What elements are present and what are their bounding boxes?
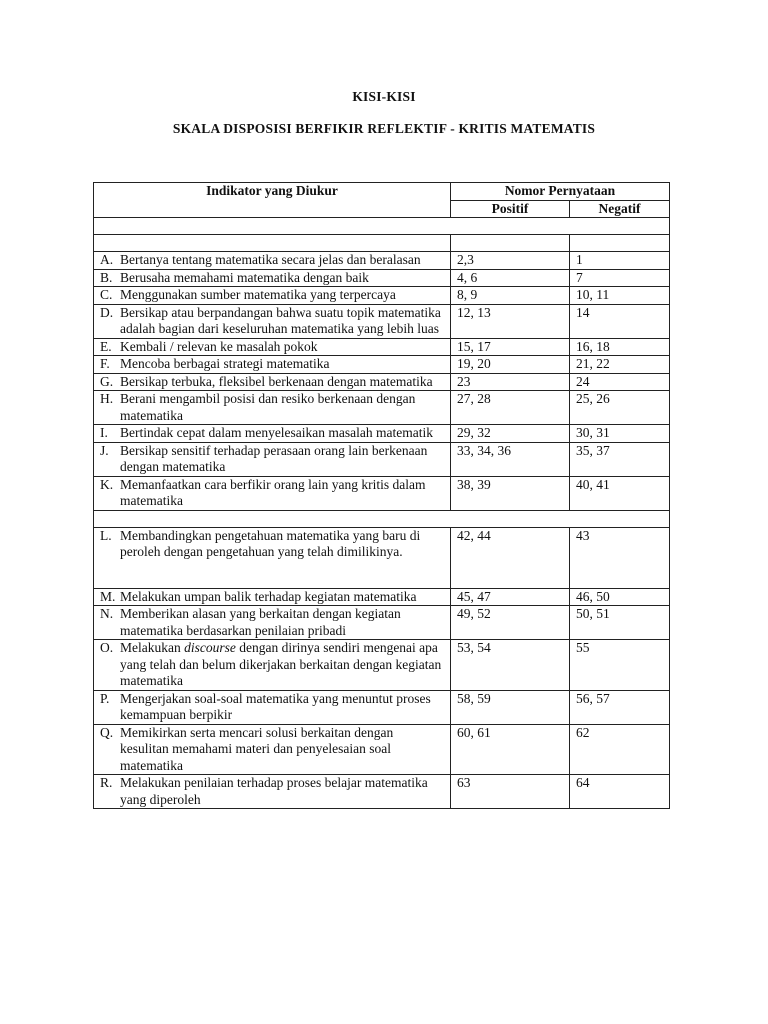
negatif-cell: 46, 50	[570, 588, 670, 606]
indicator-cell	[94, 606, 451, 640]
indicator-cell	[94, 304, 451, 338]
indicator-letter: E.	[100, 338, 112, 354]
indicator-text: Melakukan umpan balik terhadap kegiatan matematika	[120, 588, 417, 604]
indicator-letter: A.	[100, 252, 114, 267]
table-row	[94, 391, 670, 425]
indicator-text: Melakukan penilaian terhadap proses belajar matematika yang diperoleh	[120, 775, 428, 807]
indicator-table	[93, 182, 670, 809]
positif-cell: 23	[451, 373, 570, 391]
table-row	[94, 640, 670, 691]
indicator-text: Memanfaatkan cara berfikir orang lain yang kritis dalam matematika	[120, 476, 426, 508]
positif-cell: 19, 20	[451, 356, 570, 374]
negatif-cell: 1	[570, 252, 670, 270]
negatif-cell: 40, 41	[570, 476, 670, 510]
indicator-letter: G.	[100, 373, 114, 389]
negatif-cell: 55	[570, 640, 670, 691]
header-negatif: Negatif	[570, 200, 670, 218]
indicator-cell	[94, 252, 451, 270]
indicator-cell	[94, 527, 451, 588]
indicator-letter: M.	[100, 588, 116, 604]
indicator-text: Berani mengambil posisi dan resiko berkenaan dengan matematika	[120, 391, 416, 423]
indicator-letter: O.	[100, 640, 114, 655]
header-positif: Positif	[451, 200, 570, 218]
negatif-cell: 30, 31	[570, 425, 670, 443]
indicator-text: Mengerjakan soal-soal matematika yang menuntut proses kemampuan berpikir	[120, 690, 431, 722]
indicator-text: Memikirkan serta mencari solusi berkaitan dengan kesulitan memahami materi dan penyelesaian soal matematika	[120, 724, 394, 773]
indicator-text: Bersikap terbuka, fleksibel berkenaan dengan matematika	[120, 373, 433, 389]
table-row	[94, 338, 670, 356]
positif-cell: 60, 61	[451, 724, 570, 775]
header-indicator: Indikator yang Diukur	[94, 183, 451, 218]
positif-cell: 42, 44	[451, 527, 570, 588]
indicator-cell	[94, 588, 451, 606]
negatif-cell: 43	[570, 527, 670, 588]
indicator-text: Bertanya tentang matematika secara jelas dan beralasan	[120, 252, 421, 267]
indicator-letter: J.	[100, 442, 109, 458]
italic-term: discourse	[184, 640, 236, 655]
indicator-cell	[94, 356, 451, 374]
indicator-text: Melakukan discourse dengan dirinya sendiri mengenai apa yang telah dan belum dikerjakan berkaitan dengan kegiatan matematika	[120, 640, 442, 688]
negatif-cell: 21, 22	[570, 356, 670, 374]
indicator-letter: F.	[100, 356, 110, 371]
indicator-text: Bersikap sensitif terhadap perasaan orang lain berkenaan dengan matematika	[120, 442, 428, 474]
table-row	[94, 373, 670, 391]
table-row	[94, 269, 670, 287]
indicator-letter: I.	[100, 425, 108, 440]
table-row	[94, 304, 670, 338]
positif-cell: 4, 6	[451, 269, 570, 287]
indicator-letter: C.	[100, 287, 113, 302]
indicator-cell	[94, 442, 451, 476]
table-row	[94, 425, 670, 443]
negatif-cell: 10, 11	[570, 287, 670, 305]
positif-cell: 58, 59	[451, 690, 570, 724]
table-row	[94, 690, 670, 724]
indicator-cell	[94, 724, 451, 775]
positif-cell: 15, 17	[451, 338, 570, 356]
table-row	[94, 442, 670, 476]
negatif-cell: 7	[570, 269, 670, 287]
spacer-row	[94, 218, 670, 235]
indicator-text: Menggunakan sumber matematika yang terpercaya	[120, 287, 396, 302]
indicator-cell	[94, 775, 451, 809]
indicator-letter: P.	[100, 690, 110, 706]
spacer-row	[94, 235, 670, 252]
positif-cell: 33, 34, 36	[451, 442, 570, 476]
positif-cell: 49, 52	[451, 606, 570, 640]
positif-cell: 45, 47	[451, 588, 570, 606]
indicator-cell	[94, 338, 451, 356]
table-row	[94, 476, 670, 510]
table-row	[94, 287, 670, 305]
table-body	[94, 218, 670, 809]
positif-cell: 27, 28	[451, 391, 570, 425]
positif-cell: 63	[451, 775, 570, 809]
positif-cell: 2,3	[451, 252, 570, 270]
negatif-cell: 56, 57	[570, 690, 670, 724]
indicator-cell	[94, 269, 451, 287]
indicator-cell	[94, 391, 451, 425]
table-row	[94, 356, 670, 374]
negatif-cell: 25, 26	[570, 391, 670, 425]
indicator-cell	[94, 373, 451, 391]
indicator-letter: B.	[100, 269, 113, 285]
indicator-text: Berusaha memahami matematika dengan baik	[120, 269, 369, 285]
table-row	[94, 527, 670, 588]
indicator-letter: Q.	[100, 724, 114, 740]
indicator-cell	[94, 476, 451, 510]
indicator-cell	[94, 640, 451, 691]
positif-cell: 38, 39	[451, 476, 570, 510]
negatif-cell: 62	[570, 724, 670, 775]
document-subtitle: SKALA DISPOSISI BERFIKIR REFLEKTIF - KRITIS MATEMATIS	[172, 121, 596, 136]
negatif-cell: 16, 18	[570, 338, 670, 356]
table-row	[94, 775, 670, 809]
positif-cell: 8, 9	[451, 287, 570, 305]
positif-cell: 12, 13	[451, 304, 570, 338]
indicator-cell	[94, 287, 451, 305]
spacer-row	[94, 510, 670, 527]
indicator-text: Bersikap atau berpandangan bahwa suatu topik matematika adalah bagian dari keseluruhan matematika yang lebih luas	[120, 304, 441, 336]
indicator-letter: N.	[100, 606, 114, 621]
table-row	[94, 724, 670, 775]
negatif-cell: 50, 51	[570, 606, 670, 640]
header-nomor: Nomor Pernyataan	[451, 183, 670, 201]
indicator-cell	[94, 425, 451, 443]
document-title: KISI-KISI	[352, 89, 416, 104]
indicator-cell	[94, 690, 451, 724]
indicator-letter: L.	[100, 527, 112, 543]
negatif-cell: 64	[570, 775, 670, 809]
positif-cell: 29, 32	[451, 425, 570, 443]
indicator-letter: D.	[100, 304, 114, 320]
negatif-cell: 14	[570, 304, 670, 338]
table-row	[94, 588, 670, 606]
indicator-text: Bertindak cepat dalam menyelesaikan masalah matematik	[120, 425, 433, 440]
positif-cell: 53, 54	[451, 640, 570, 691]
indicator-text: Membandingkan pengetahuan matematika yang baru di peroleh dengan pengetahuan yang telah dimilikinya.	[120, 527, 421, 559]
table-row	[94, 606, 670, 640]
negatif-cell: 24	[570, 373, 670, 391]
indicator-text: Memberikan alasan yang berkaitan dengan kegiatan matematika berdasarkan penilaian pribadi	[120, 606, 401, 638]
negatif-cell: 35, 37	[570, 442, 670, 476]
indicator-text: Mencoba berbagai strategi matematika	[120, 356, 330, 371]
indicator-letter: H.	[100, 391, 114, 406]
indicator-letter: K.	[100, 476, 114, 492]
indicator-text: Kembali / relevan ke masalah pokok	[120, 338, 318, 354]
indicator-letter: R.	[100, 775, 113, 790]
table-row	[94, 252, 670, 270]
